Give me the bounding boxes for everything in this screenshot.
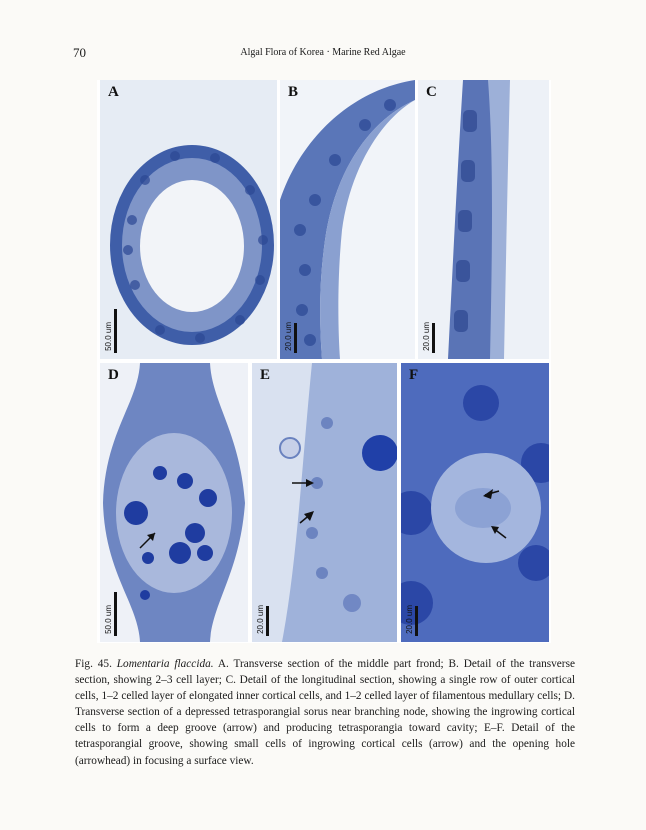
panel-e (252, 363, 397, 642)
panel-a (100, 80, 277, 359)
scalebar-e (256, 606, 274, 636)
figure-plate (97, 80, 551, 643)
species-name: Lomentaria flaccida. (116, 658, 214, 670)
scalebar-c (422, 323, 440, 353)
figure-number: Fig. 45. (75, 658, 112, 670)
scalebar-a (104, 309, 122, 353)
panel-label-c: C (426, 84, 437, 100)
scale-line (114, 309, 117, 353)
scale-line (114, 592, 117, 636)
panel-label-f: F (409, 367, 419, 383)
scale-label-c: 20.0 um (422, 322, 431, 351)
panel-f (401, 363, 549, 642)
panel-d-micrograph (100, 363, 248, 642)
panel-b-micrograph (280, 80, 415, 359)
panel-c (418, 80, 549, 359)
scale-line (432, 323, 435, 353)
scale-label-d: 50.0 um (104, 605, 113, 634)
scalebar-b (284, 323, 302, 353)
panel-d (100, 363, 248, 642)
running-head: Algal Flora of Korea · Marine Red Algae (240, 47, 406, 58)
page-number: 70 (73, 45, 86, 60)
panel-label-b: B (288, 84, 299, 100)
panel-label-d: D (108, 367, 119, 383)
scale-line (294, 323, 297, 353)
scale-label-e: 20.0 um (256, 605, 265, 634)
panel-a-micrograph (100, 80, 277, 359)
scalebar-d (104, 592, 122, 636)
scale-label-b: 20.0 um (284, 322, 293, 351)
scale-label-a: 50.0 um (104, 322, 113, 351)
panel-f-micrograph (401, 363, 549, 642)
figure-caption (75, 656, 575, 769)
scale-line (415, 606, 418, 636)
caption-text: A. Transverse section of the middle part frond; B. Detail of the transverse section, showing 2–3 cell layer; C. Detail of the longitudinal section, showing a single row of outer cortical cells, 1–2 celled layer of elongated inner cortical cells, and 1–2 celled layer of filamentous medullary cells; D. Transverse section of a depressed tetrasporangial sorus near branching node, showing the ingrowing cortical cells to form a deep groove (arrow) and producing tetrasporangia toward cavity; E–F. Detail of the tetrasporangial groove, showing small cells of ingrowing cortical cells (arrow) and the opening hole (arrowhead) in focusing a surface view. (75, 658, 575, 767)
panel-label-e: E (260, 367, 271, 383)
panel-label-a: A (108, 84, 119, 100)
panel-e-micrograph (252, 363, 397, 642)
panel-b (280, 80, 415, 359)
scalebar-f (405, 606, 423, 636)
scale-label-f: 20.0 um (405, 605, 414, 634)
scale-line (266, 606, 269, 636)
panel-c-micrograph (418, 80, 549, 359)
